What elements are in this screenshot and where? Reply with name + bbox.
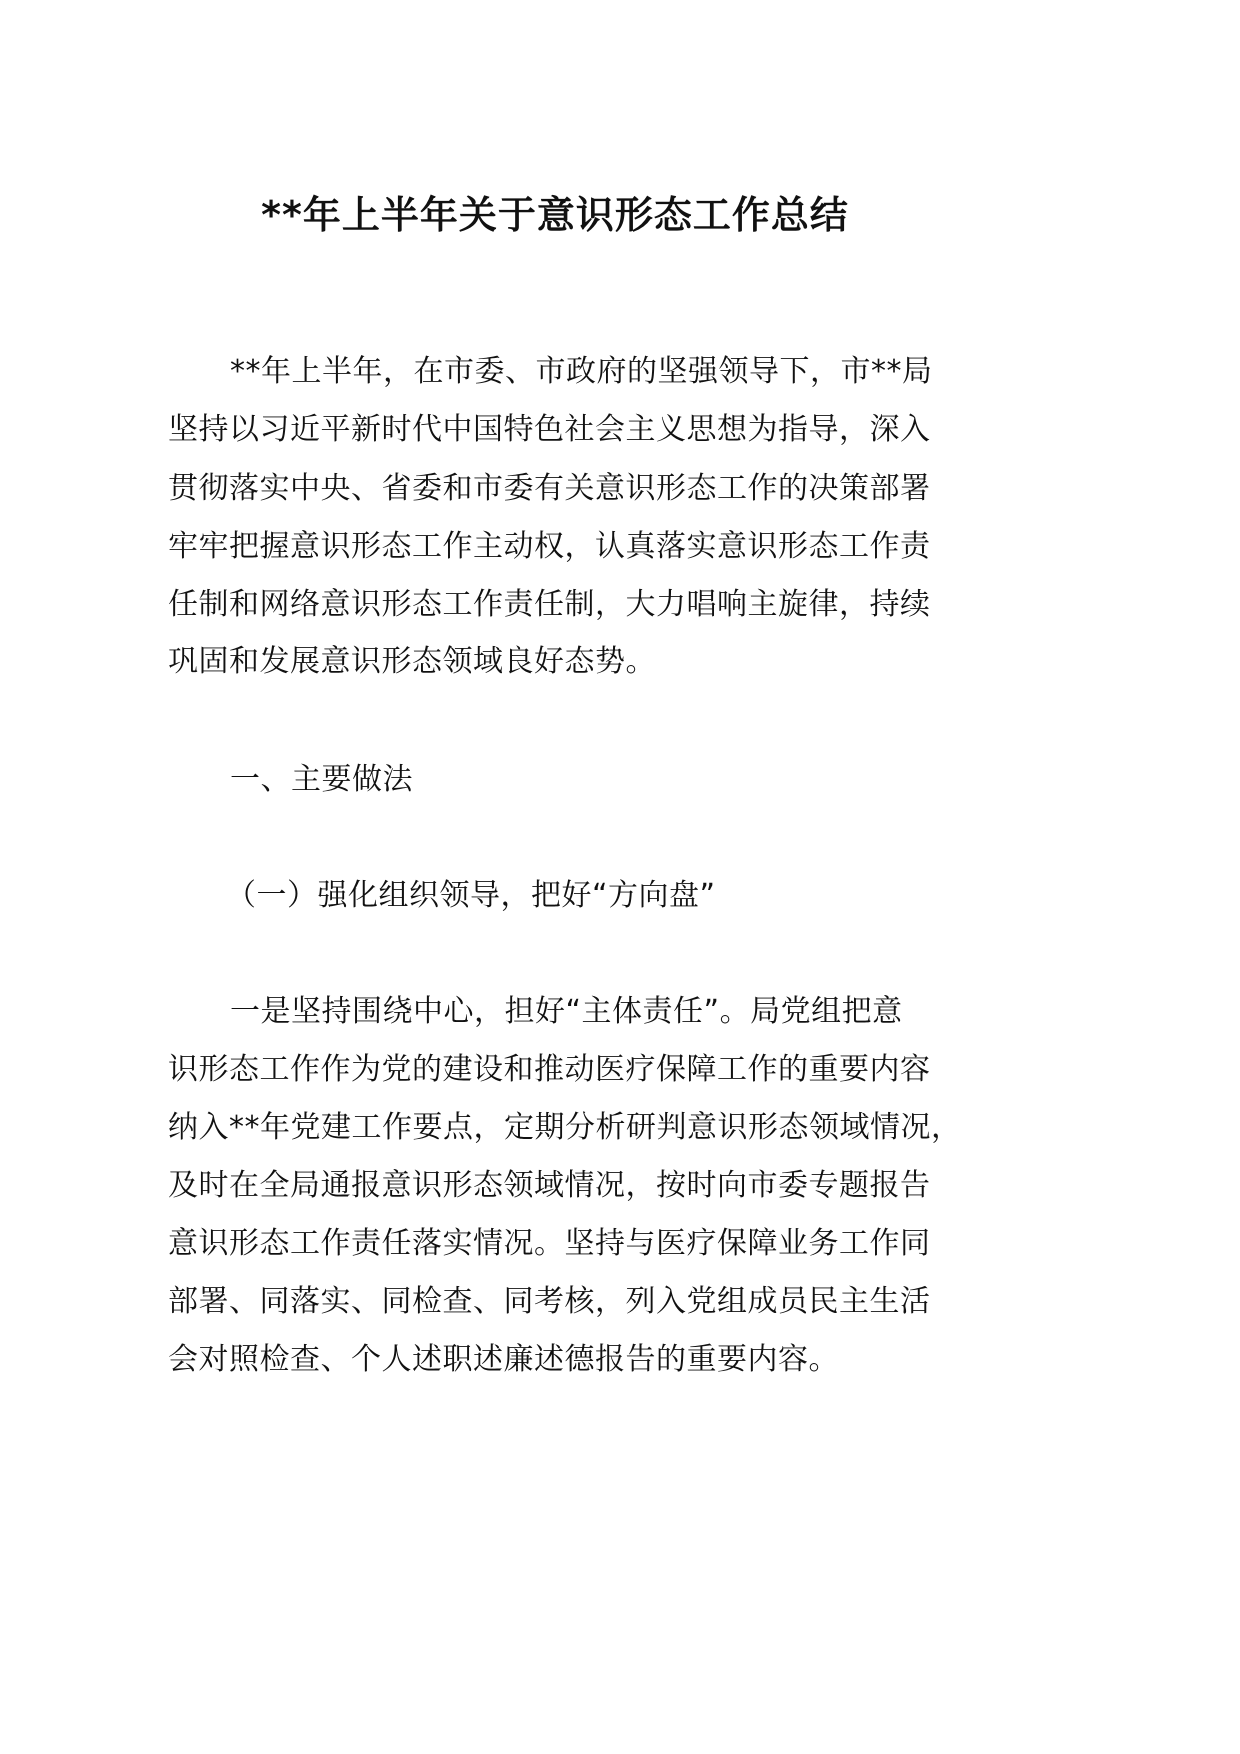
- paragraph-line: 坚持以习近平新时代中国特色社会主义思想为指导，深入: [168, 412, 931, 447]
- paragraph-line: 及时在全局通报意识形态领域情况，按时向市委专题报告: [168, 1168, 931, 1203]
- paragraph-line: 部署、同落实、同检查、同考核，列入党组成员民主生活: [168, 1284, 931, 1319]
- paragraph-line: **年上半年，在市委、市政府的坚强领导下，市**局: [230, 354, 933, 389]
- paragraph-line: 巩固和发展意识形态领域良好态势。: [168, 644, 656, 679]
- paragraph-line: 牢牢把握意识形态工作主动权，认真落实意识形态工作责: [168, 529, 931, 564]
- section-heading: 一、主要做法: [230, 762, 413, 797]
- paragraph-line: 意识形态工作责任落实情况。坚持与医疗保障业务工作同: [168, 1226, 931, 1261]
- paragraph-line: 贯彻落实中央、省委和市委有关意识形态工作的决策部署: [168, 471, 931, 506]
- paragraph-line: 任制和网络意识形态工作责任制，大力唱响主旋律，持续: [168, 587, 931, 622]
- paragraph-line: 一是坚持围绕中心，担好“主体责任”。局党组把意: [230, 994, 903, 1029]
- subsection-heading: （一）强化组织领导，把好“方向盘”: [226, 878, 716, 913]
- paragraph-line: 识形态工作作为党的建设和推动医疗保障工作的重要内容: [168, 1052, 931, 1087]
- document-title: **年上半年关于意识形态工作总结: [261, 193, 849, 237]
- paragraph-line: 会对照检查、个人述职述廉述德报告的重要内容。: [168, 1342, 839, 1377]
- paragraph-line: 纳入**年党建工作要点，定期分析研判意识形态领域情况，: [168, 1110, 962, 1145]
